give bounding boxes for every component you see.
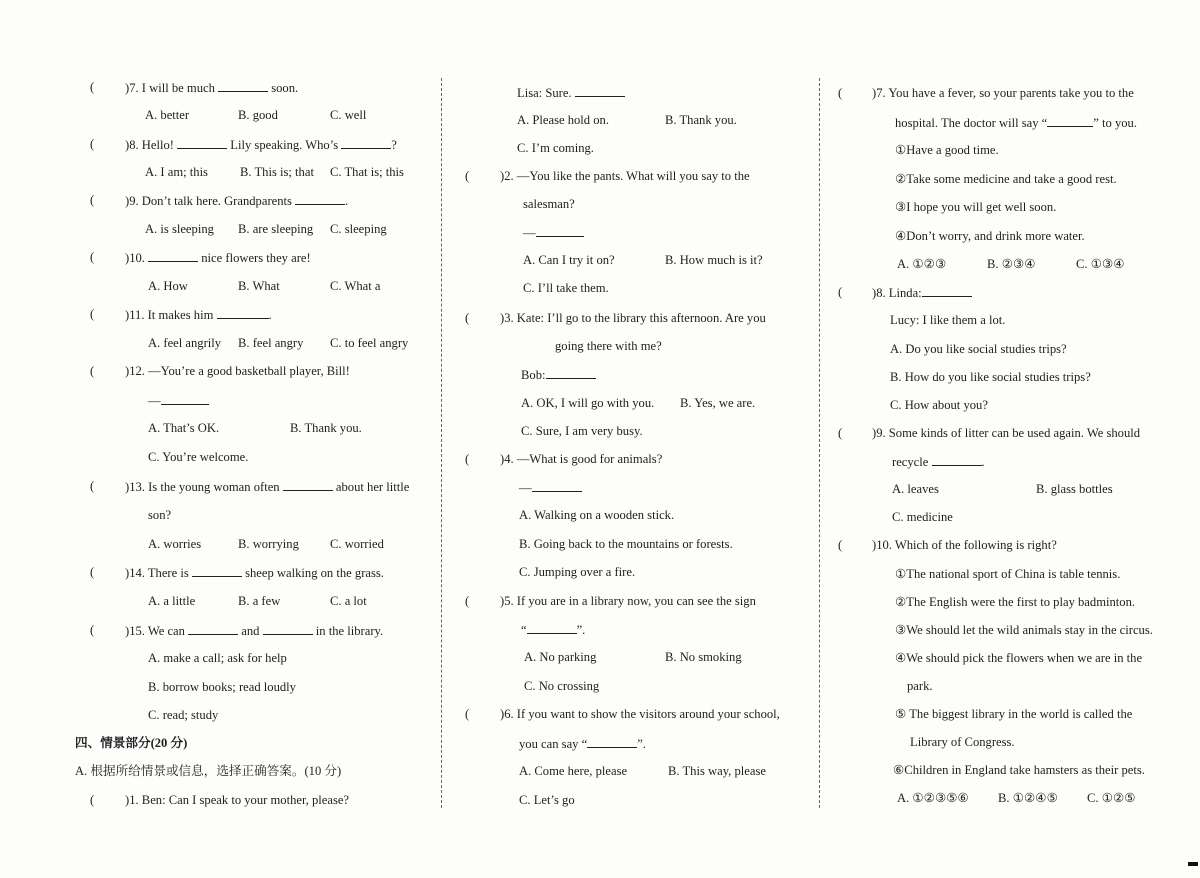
s-q10-option-c: C. ①②⑤ [1087, 791, 1136, 805]
s-q8-paren: ( [838, 285, 843, 299]
s-q2-option-c: C. I’ll take them. [523, 281, 609, 295]
s-q7-line2: hospital. The doctor will say “ ” to you. [895, 116, 1137, 130]
answer-blank[interactable] [295, 192, 345, 205]
s-q5-option-b: B. No smoking [665, 650, 742, 664]
answer-blank[interactable] [527, 621, 577, 634]
situation-question-9: )9. Some kinds of litter can be used again. We should [872, 426, 1141, 440]
s-q1-paren: ( [90, 793, 95, 807]
s-q2-option-b: B. How much is it? [665, 253, 763, 267]
s-q7-item-1: ①Have a good time. [895, 143, 999, 157]
question-15: )15. We can and in the library. [125, 624, 384, 638]
s-q4-response: — [519, 479, 582, 496]
situation-question-5: )5. If you are in a library now, you can see the sign [500, 594, 756, 608]
q14-paren: ( [90, 565, 95, 579]
situation-question-6: )6. If you want to show the visitors around your school, [500, 707, 780, 721]
s-q7-item-3: ③I hope you will get well soon. [895, 200, 1057, 214]
s-q5-option-c: C. No crossing [524, 679, 600, 693]
s-q5-sign: “ ”. [521, 623, 586, 637]
s-q7-item-2: ②Take some medicine and take a good rest. [895, 172, 1117, 186]
answer-blank[interactable] [218, 79, 268, 92]
q15-option-a: A. make a call; ask for help [148, 651, 287, 665]
q12-paren: ( [90, 364, 95, 378]
q12-option-b: B. Thank you. [290, 421, 362, 435]
q13-paren: ( [90, 479, 95, 493]
s-q5-option-a: A. No parking [524, 650, 597, 664]
q14-option-b: B. a few [238, 594, 281, 608]
q14-option-a: A. a little [148, 594, 196, 608]
q7-option-a: A. better [145, 108, 190, 122]
s-q4-option-a: A. Walking on a wooden stick. [519, 508, 675, 522]
answer-blank[interactable] [263, 622, 313, 635]
situation-question-10: )10. Which of the following is right? [872, 538, 1057, 552]
q8-paren: ( [90, 137, 95, 151]
q15-option-b: B. borrow books; read loudly [148, 680, 296, 694]
s-q10-item-4-cont: park. [907, 679, 933, 693]
question-9: )9. Don’t talk here. Grandparents . [125, 194, 349, 208]
q10-paren: ( [90, 250, 95, 264]
answer-blank[interactable] [546, 366, 596, 379]
s-q4-paren: ( [465, 452, 470, 466]
answer-blank[interactable] [536, 224, 584, 237]
q11-paren: ( [90, 307, 95, 321]
s-q7-option-a: A. ①②③ [897, 257, 947, 271]
answer-blank[interactable] [177, 136, 227, 149]
q12-response: — [148, 392, 209, 409]
s-q10-option-a: A. ①②③⑤⑥ [897, 791, 969, 805]
q11-option-b: B. feel angry [238, 336, 304, 350]
s-q10-item-5: ⑤ The biggest library in the world is called the [895, 707, 1133, 721]
s-q5-paren: ( [465, 594, 470, 608]
answer-blank[interactable] [922, 284, 972, 297]
answer-blank[interactable] [283, 478, 333, 491]
q9-option-b: B. are sleeping [238, 222, 314, 236]
q8-option-b: B. This is; that [240, 165, 314, 179]
answer-blank[interactable] [192, 564, 242, 577]
situation-question-2: )2. —You like the pants. What will you say to the [500, 169, 750, 183]
answer-blank[interactable] [587, 735, 637, 748]
question-7: )7. I will be much soon. [125, 81, 299, 95]
s-q9-line2: recycle . [892, 455, 985, 469]
s-q6-line2: you can say “ ”. [519, 737, 646, 751]
answer-blank[interactable] [188, 622, 238, 635]
q11-option-a: A. feel angrily [148, 336, 222, 350]
answer-blank[interactable] [148, 249, 198, 262]
q10-option-b: B. What [238, 279, 280, 293]
s-q2-line2: salesman? [523, 197, 575, 211]
question-11: )11. It makes him . [125, 308, 272, 322]
q14-option-c: C. a lot [330, 594, 367, 608]
s-q2-option-a: A. Can I try it on? [523, 253, 615, 267]
q7-option-b: B. good [238, 108, 278, 122]
q11-option-c: C. to feel angry [330, 336, 409, 350]
q8-option-c: C. That is; this [330, 165, 404, 179]
s-q7-option-b: B. ②③④ [987, 257, 1036, 271]
q7-option-c: C. well [330, 108, 367, 122]
situation-question-8: )8. Linda: [872, 284, 972, 301]
s-q3-paren: ( [465, 311, 470, 325]
s-q6-option-b: B. This way, please [668, 764, 766, 778]
lisa-line: Lisa: Sure. [517, 84, 625, 101]
s-q2-paren: ( [465, 169, 470, 183]
s-q8-option-a: A. Do you like social studies trips? [890, 342, 1067, 356]
q7-paren: ( [90, 80, 95, 94]
q13-option-a: A. worries [148, 537, 202, 551]
s-q1-option-c: C. I’m coming. [517, 141, 594, 155]
scan-mark [1188, 862, 1198, 866]
subsection-heading: A. 根据所给情景或信息，选择正确答案。(10 分) [75, 764, 342, 778]
q12-option-c: C. You’re welcome. [148, 450, 249, 464]
q13-option-c: C. worried [330, 537, 384, 551]
s-q6-option-a: A. Come here, please [519, 764, 628, 778]
q8-option-a: A. I am; this [145, 165, 208, 179]
s-q3-bob: Bob: [521, 366, 596, 383]
s-q10-item-3: ③We should let the wild animals stay in the circus. [895, 623, 1153, 637]
s-q8-option-c: C. How about you? [890, 398, 988, 412]
s-q6-option-c: C. Let’s go [519, 793, 575, 807]
s-q9-option-c: C. medicine [892, 510, 953, 524]
q9-option-c: C. sleeping [330, 222, 387, 236]
q15-option-c: C. read; study [148, 708, 219, 722]
s-q9-option-b: B. glass bottles [1036, 482, 1113, 496]
column-divider-left [441, 78, 442, 808]
question-14: )14. There is sheep walking on the grass. [125, 566, 384, 580]
q13-line2: son? [148, 508, 172, 522]
q9-option-a: A. is sleeping [145, 222, 214, 236]
q15-paren: ( [90, 623, 95, 637]
s-q10-item-5-cont: Library of Congress. [910, 735, 1015, 749]
s-q8-lucy: Lucy: I like them a lot. [890, 313, 1006, 327]
q13-option-b: B. worrying [238, 537, 299, 551]
s-q3-line2: going there with me? [555, 339, 662, 353]
s-q9-paren: ( [838, 426, 843, 440]
answer-blank[interactable] [341, 136, 391, 149]
column-divider-right [819, 78, 820, 808]
s-q7-paren: ( [838, 86, 843, 100]
s-q10-item-1: ①The national sport of China is table tennis. [895, 567, 1121, 581]
q12-option-a: A. That’s OK. [148, 421, 220, 435]
q9-paren: ( [90, 193, 95, 207]
answer-blank[interactable] [217, 306, 269, 319]
situation-question-7: )7. You have a fever, so your parents take you to the [872, 86, 1134, 100]
s-q10-option-b: B. ①②④⑤ [998, 791, 1058, 805]
situation-question-1: )1. Ben: Can I speak to your mother, please? [125, 793, 350, 807]
answer-blank[interactable] [932, 453, 982, 466]
s-q7-item-4: ④Don’t worry, and drink more water. [895, 229, 1085, 243]
situation-question-4: )4. —What is good for animals? [500, 452, 663, 466]
question-8: )8. Hello! Lily speaking. Who’s ? [125, 138, 397, 152]
s-q3-option-c: C. Sure, I am very busy. [521, 424, 643, 438]
question-13: )13. Is the young woman often about her little [125, 480, 410, 494]
section-heading: 四、情景部分(20 分) [75, 736, 188, 750]
s-q6-paren: ( [465, 707, 470, 721]
answer-blank[interactable] [1047, 114, 1093, 127]
s-q4-option-b: B. Going back to the mountains or forests. [519, 537, 733, 551]
q10-option-c: C. What a [330, 279, 381, 293]
answer-blank[interactable] [161, 392, 209, 405]
s-q1-option-b: B. Thank you. [665, 113, 737, 127]
s-q3-option-b: B. Yes, we are. [680, 396, 756, 410]
answer-blank[interactable] [532, 479, 582, 492]
answer-blank[interactable] [575, 84, 625, 97]
s-q10-paren: ( [838, 538, 843, 552]
s-q1-option-a: A. Please hold on. [517, 113, 609, 127]
s-q3-option-a: A. OK, I will go with you. [521, 396, 655, 410]
question-10: )10. nice flowers they are! [125, 251, 311, 265]
s-q8-option-b: B. How do you like social studies trips? [890, 370, 1091, 384]
s-q2-response: — [523, 224, 584, 241]
s-q7-option-c: C. ①③④ [1076, 257, 1125, 271]
q10-option-a: A. How [148, 279, 188, 293]
situation-question-3: )3. Kate: I’ll go to the library this afternoon. Are you [500, 311, 766, 325]
s-q10-item-6: ⑥Children in England take hamsters as their pets. [893, 763, 1145, 777]
question-12: )12. —You’re a good basketball player, Bill! [125, 364, 350, 378]
s-q10-item-2: ②The English were the first to play badminton. [895, 595, 1136, 609]
s-q10-item-4: ④We should pick the flowers when we are in the [895, 651, 1143, 665]
s-q9-option-a: A. leaves [892, 482, 939, 496]
s-q4-option-c: C. Jumping over a fire. [519, 565, 636, 579]
